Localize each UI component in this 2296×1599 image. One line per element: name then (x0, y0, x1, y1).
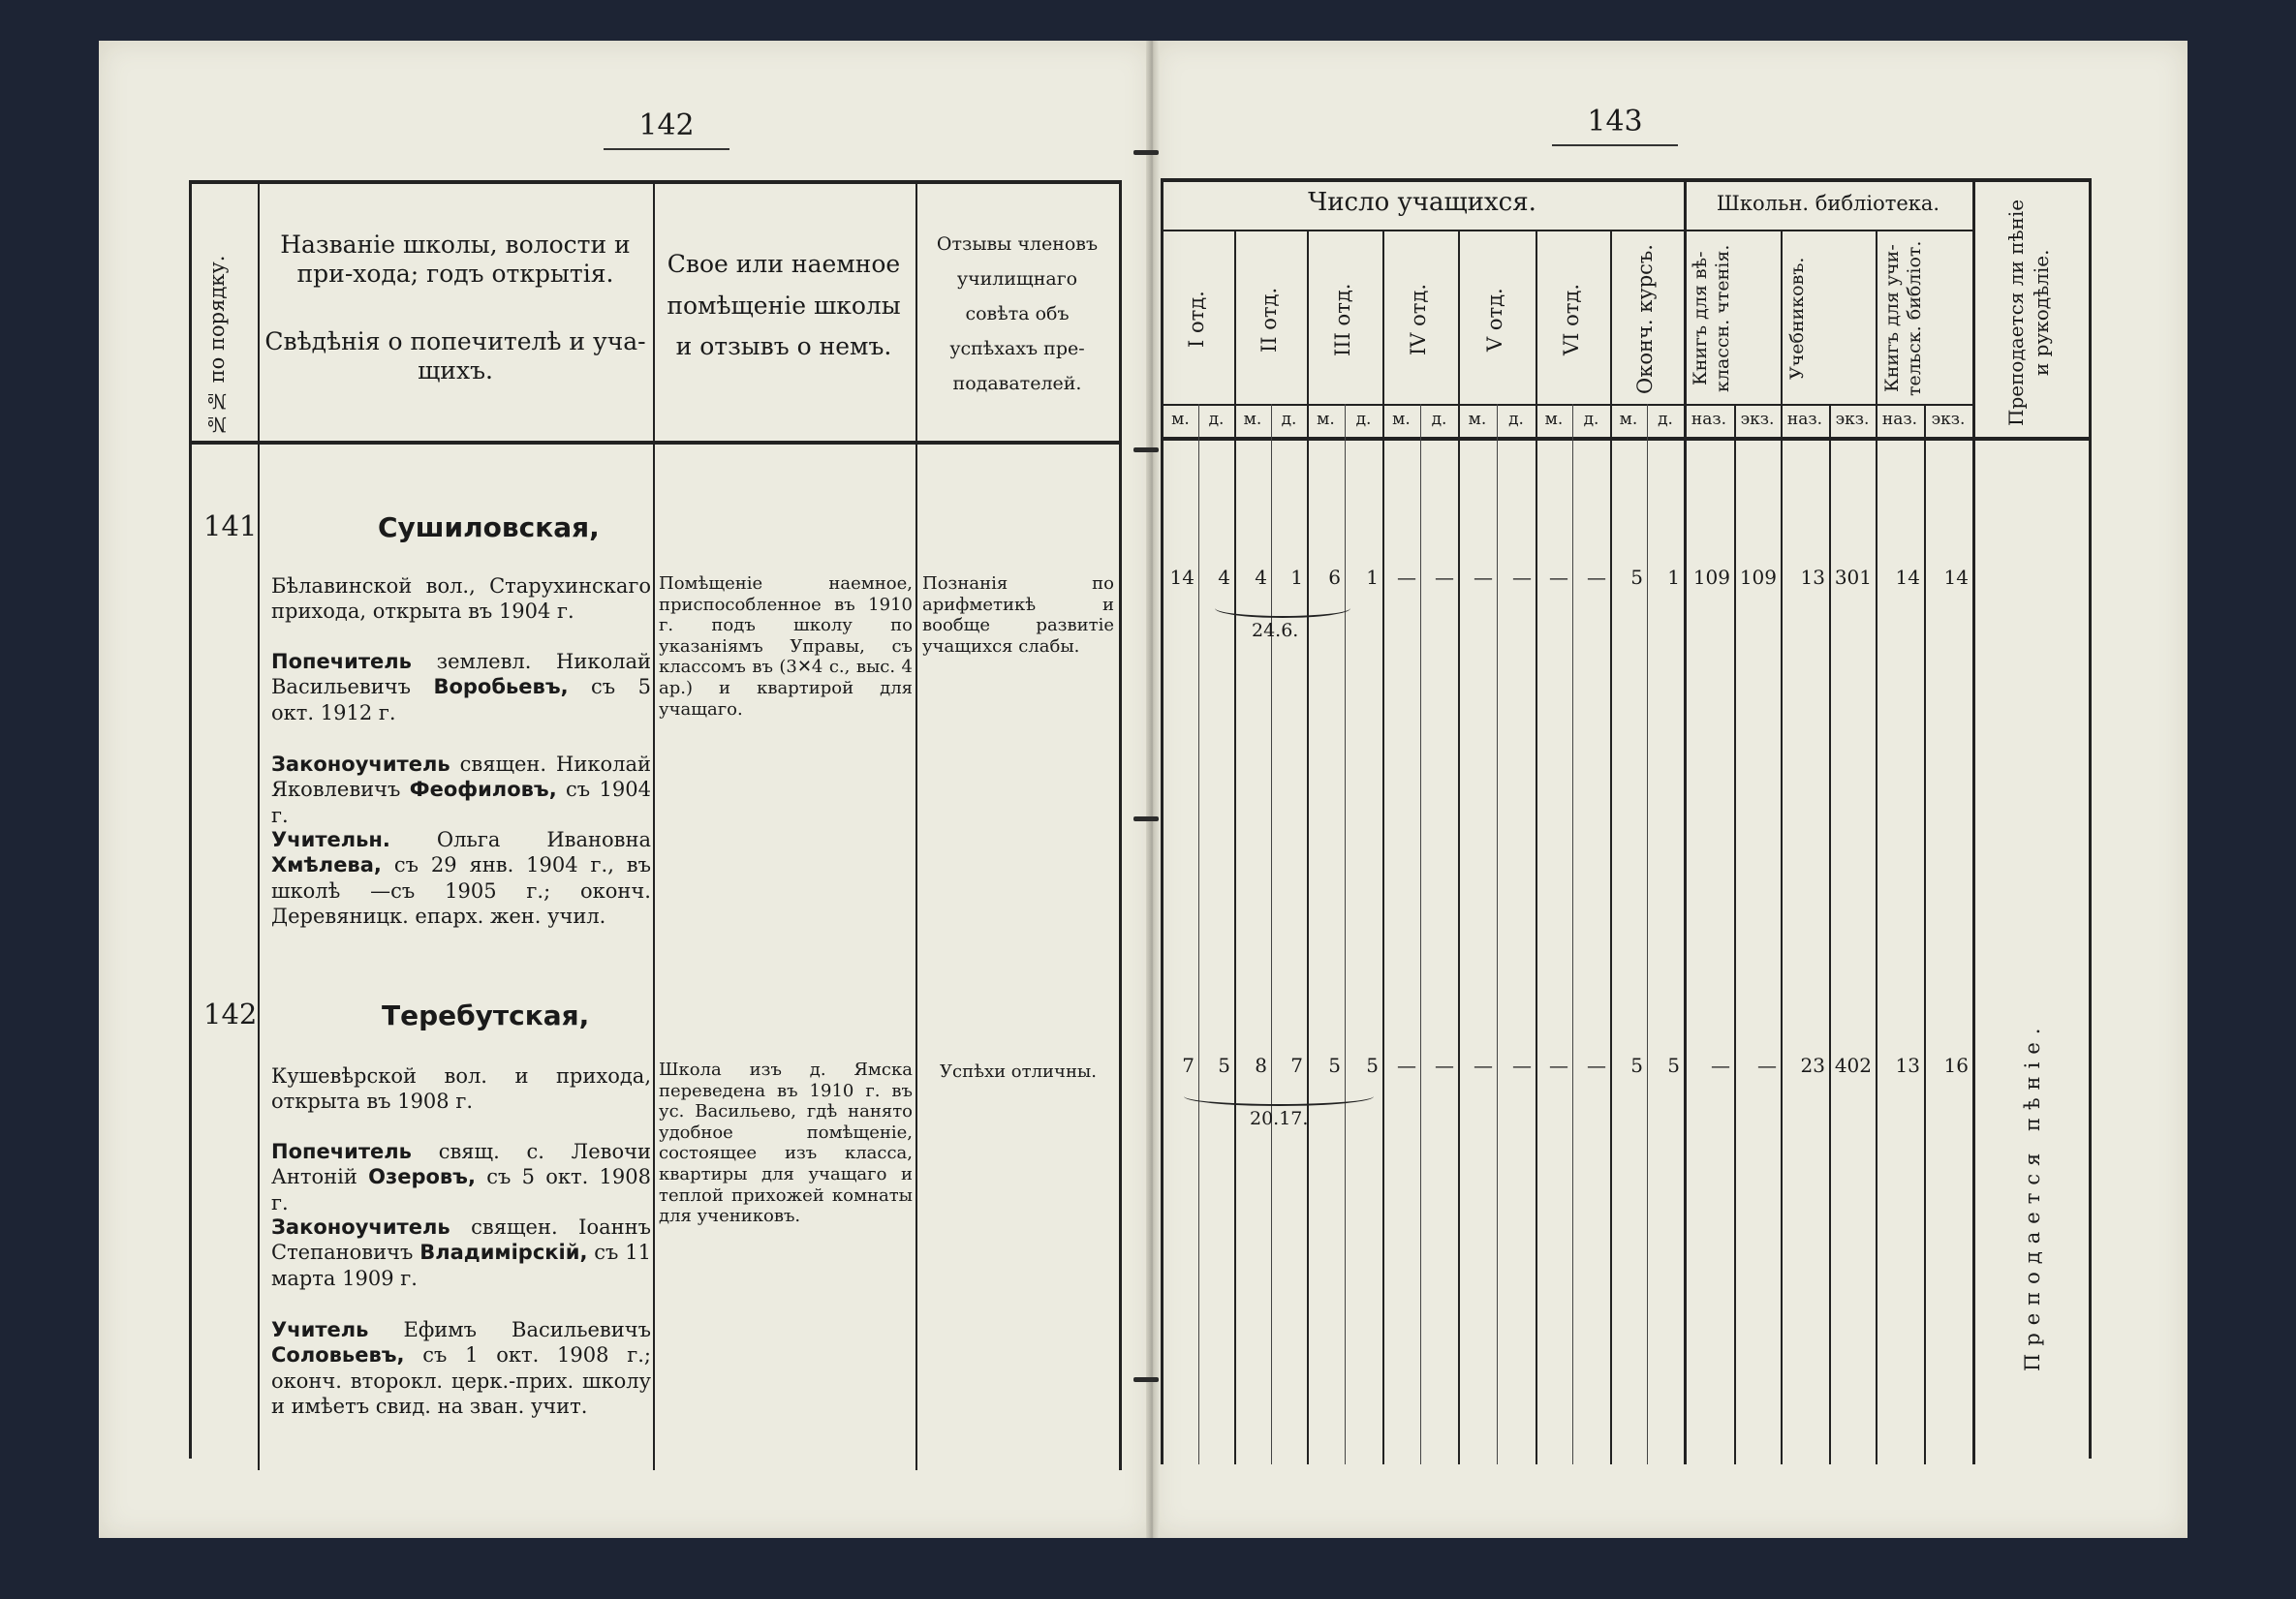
cell-value: 5 (1630, 1054, 1643, 1077)
cell-value: 5 (1630, 566, 1643, 589)
sex-subheader: д. (1508, 410, 1524, 429)
singing-note: Преподается пѣніе. (2021, 1020, 2044, 1371)
cell-value: 109 (1692, 566, 1730, 589)
cell-value: — (1549, 1054, 1568, 1077)
group-header-rule (1684, 230, 1972, 231)
grade-header: Оконч. курсъ. (1633, 244, 1657, 395)
grid-line (1345, 404, 1346, 1464)
cell-value: 5 (1218, 1054, 1230, 1077)
library-subheader: наз. (1691, 410, 1727, 429)
header-school-name: Названіе школы, волости и при-хода; годъ открытія. (280, 231, 631, 288)
row-number: 142 (203, 998, 258, 1030)
sex-subheader: м. (1243, 410, 1262, 429)
header-library: Школьн. библіотека. (1716, 192, 1940, 215)
cell-value: — (1435, 566, 1454, 589)
cell-value: 13 (1800, 566, 1825, 589)
page-number-rule (1552, 144, 1678, 146)
school-description: Кушевѣрской вол. и прихода, открыта въ 1908 г. (271, 1064, 651, 1114)
cell-value: 1 (1366, 566, 1379, 589)
binding-stitch (1133, 150, 1159, 155)
cell-value: 301 (1834, 566, 1872, 589)
grid-line (1924, 404, 1926, 1464)
header-trustee-info: Свѣдѣнія о попечителѣ и уча-щихъ. (264, 327, 646, 384)
cell-value: 14 (1169, 566, 1195, 589)
cell-value: 16 (1943, 1054, 1969, 1077)
table-border-right (1119, 180, 1122, 1470)
library-header: Учебниковъ. (1786, 257, 1808, 381)
header-row-number: №№ по порядку. (205, 255, 229, 437)
brace-total: 24.6. (1252, 620, 1299, 641)
sex-subheader: д. (1583, 410, 1599, 429)
sex-subheader: м. (1317, 410, 1335, 429)
law-teacher-info: Законоучитель священ. Іоаннъ Степановичъ Владимірскій, съ 11 марта 1909 г. (271, 1215, 651, 1290)
page-number-left (599, 108, 734, 150)
brace-total: 20.17. (1250, 1108, 1309, 1129)
cell-value: 109 (1739, 566, 1777, 589)
school-description: Бѣлавинской вол., Старухинскаго прихода, открыта въ 1904 г. (271, 574, 651, 624)
cell-value: 5 (1366, 1054, 1379, 1077)
cell-value: 4 (1255, 566, 1267, 589)
cell-value: 14 (1895, 566, 1920, 589)
cell-value: 1 (1290, 566, 1303, 589)
table-top-rule (1161, 178, 2091, 182)
subheader-rule (1161, 404, 1972, 406)
row-number: 141 (203, 509, 258, 542)
header-reviews: Отзывы членовъ училищнаго совѣта объ успѣхахъ пре-подавателей. (936, 233, 1099, 395)
cell-value: — (1512, 1054, 1532, 1077)
library-subheader: экз. (1835, 410, 1870, 429)
cell-value: — (1397, 566, 1416, 589)
sex-subheader: д. (1208, 410, 1225, 429)
grade-header: I отд. (1185, 291, 1208, 349)
premises-text: Помѣщеніе наемное, приспособленное въ 1910 г. подъ школу по указаніямъ Управы, съ классомъ въ (3✕4 с., выс. 4 ар.) и квартирой для учащаго. (659, 573, 913, 720)
cell-value: 6 (1328, 566, 1341, 589)
binding-stitch (1133, 816, 1159, 821)
cell-value: 5 (1328, 1054, 1341, 1077)
cell-value: — (1549, 566, 1568, 589)
library-header: Книгъ для вѣ-классн. чтенія. (1690, 244, 1733, 393)
column-divider (653, 180, 655, 1470)
law-teacher-info: Законоучитель священ. Николай Яковлевичъ Феофиловъ, съ 1904 г. (271, 753, 651, 827)
page-number-text: 142 (638, 108, 695, 142)
sex-subheader: м. (1468, 410, 1487, 429)
cell-value: — (1587, 566, 1606, 589)
review-text: Успѣхи отличны. (940, 1061, 1097, 1082)
cell-value: 1 (1667, 566, 1680, 589)
sex-subheader: д. (1431, 410, 1447, 429)
grid-line (1198, 404, 1199, 1464)
library-header: Книгъ для учи-тельск. библіот. (1881, 240, 1925, 397)
page-number-right (1547, 105, 1683, 146)
cell-value: 14 (1943, 566, 1969, 589)
library-subheader: экз. (1740, 410, 1775, 429)
grid-line (1647, 404, 1648, 1464)
brace-mark (1184, 1087, 1374, 1106)
cell-value: 4 (1218, 566, 1230, 589)
cell-value: — (1757, 1054, 1777, 1077)
cell-value: 7 (1290, 1054, 1303, 1077)
cell-value: 13 (1895, 1054, 1920, 1077)
cell-value: — (1435, 1054, 1454, 1077)
cell-value: — (1474, 566, 1493, 589)
cell-value: — (1711, 1054, 1730, 1077)
cell-value: — (1512, 566, 1532, 589)
library-subheader: экз. (1931, 410, 1966, 429)
grid-line (1572, 404, 1573, 1464)
review-text: Познанія по арифметикѣ и вообще развитіе учащихся слабы. (922, 573, 1114, 657)
sex-subheader: д. (1658, 410, 1673, 429)
table-border-right (2089, 178, 2092, 1459)
table-header-rule (1161, 437, 2091, 441)
table-border-left (189, 180, 192, 1459)
cell-value: — (1397, 1054, 1416, 1077)
table-border-left (1161, 178, 1164, 1464)
grid-line (1497, 404, 1498, 1464)
sex-subheader: м. (1619, 410, 1638, 429)
grid-line (1271, 404, 1272, 1464)
grade-header: V отд. (1483, 288, 1506, 352)
header-singing: Преподается ли пѣніе и рукодѣліе. (2004, 199, 2053, 427)
book-gutter (1146, 41, 1160, 1538)
page-number-rule (604, 148, 729, 150)
cell-value: — (1587, 1054, 1606, 1077)
library-subheader: наз. (1786, 410, 1823, 429)
sex-subheader: м. (1392, 410, 1411, 429)
group-header-rule (1161, 230, 1684, 231)
cell-value: 7 (1182, 1054, 1195, 1077)
page-number-text: 143 (1587, 105, 1643, 138)
sex-subheader: м. (1171, 410, 1190, 429)
teacher-info: Учитель Ефимъ Васильевичъ Соловьевъ, съ 1 окт. 1908 г.; оконч. второкл. церк.-прих. школу и имѣетъ свид. на зван. учит. (271, 1318, 651, 1418)
cell-value: 402 (1834, 1054, 1872, 1077)
grade-header: III отд. (1331, 283, 1354, 356)
sex-subheader: д. (1281, 410, 1297, 429)
cell-value: 23 (1800, 1054, 1825, 1077)
grade-header: VI отд. (1559, 284, 1583, 356)
school-name: Теребутская, (382, 999, 590, 1031)
cell-value: 5 (1667, 1054, 1680, 1077)
library-subheader: наз. (1881, 410, 1918, 429)
sex-subheader: д. (1355, 410, 1372, 429)
brace-mark (1215, 599, 1350, 618)
binding-stitch (1133, 1377, 1159, 1382)
trustee-info: Попечитель свящ. с. Левочи Антоній Озеровъ, съ 5 окт. 1908 г. (271, 1140, 651, 1215)
school-name: Сушиловская, (378, 511, 600, 543)
cell-value: — (1474, 1054, 1493, 1077)
grade-header: IV отд. (1407, 284, 1430, 356)
header-students: Число учащихся. (1308, 188, 1536, 217)
column-divider (258, 180, 260, 1470)
grid-line (1734, 404, 1736, 1464)
grid-line (1420, 404, 1421, 1464)
column-divider (915, 180, 917, 1470)
binding-stitch (1133, 447, 1159, 452)
column-divider (1684, 178, 1687, 1464)
header-premises: Свое или наемное помѣщеніе школы и отзывъ о немъ. (667, 250, 901, 360)
cell-value: 8 (1255, 1054, 1267, 1077)
column-divider (1972, 178, 1975, 1464)
sex-subheader: м. (1544, 410, 1564, 429)
trustee-info: Попечитель землевл. Николай Васильевичъ Воробьевъ, съ 5 окт. 1912 г. (271, 650, 651, 724)
teacher-info: Учительн. Ольга Ивановна Хмѣлева, съ 29 янв. 1904 г., въ школѣ —съ 1905 г.; оконч. Деревяницк. епарх. жен. учил. (271, 828, 651, 928)
grid-line (1829, 404, 1831, 1464)
grade-header: II отд. (1257, 287, 1281, 353)
premises-text: Школа изъ д. Ямска переведена въ 1910 г. въ ус. Васильево, гдѣ нанято удобное помѣщеніе, состоящее изъ класса, квартиры для учащаго и теплой прихожей комнаты для учениковъ. (659, 1060, 913, 1227)
